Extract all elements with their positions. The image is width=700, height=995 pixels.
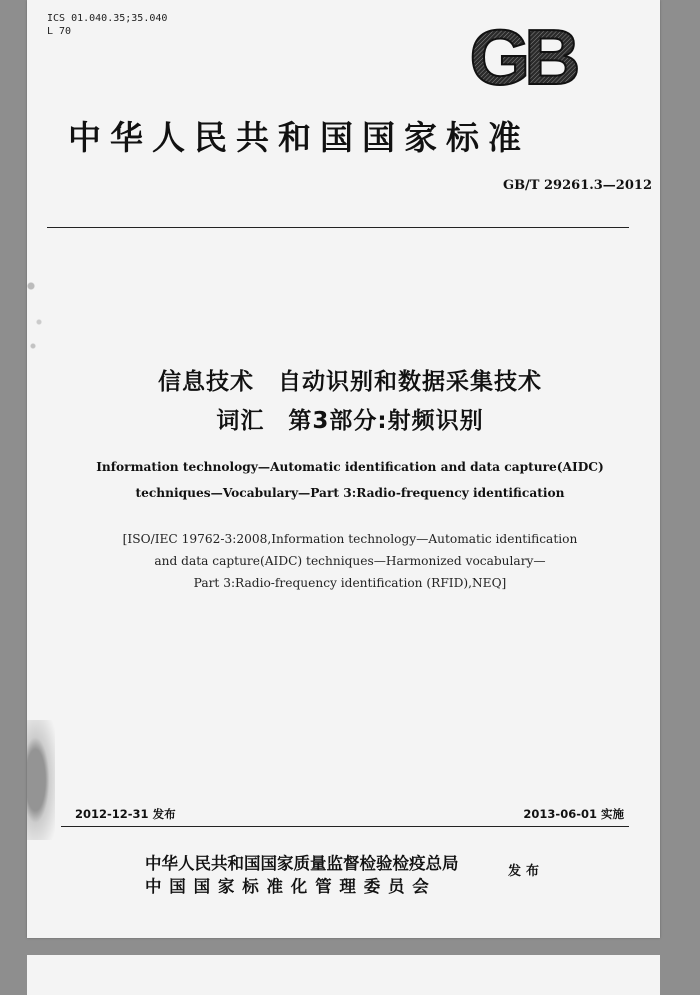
iso-reference-line3: Part 3:Radio-frequency identification (RFID),NEQ] (193, 576, 507, 590)
issue-date: 2012-12-31 发布 (75, 807, 176, 821)
ics-code: ICS 01.040.35;35.040 (47, 13, 168, 24)
english-title-line1: Information technology—Automatic identification and data capture(AIDC) (96, 460, 604, 474)
classification-codes (47, 12, 167, 38)
chinese-title-line2: 词汇 第3部分:射频识别 (216, 408, 484, 434)
ccs-code: L 70 (47, 26, 72, 37)
next-page-edge (27, 955, 660, 995)
gb-logo-text: GB (469, 20, 575, 92)
gb-logo (457, 20, 587, 92)
national-standard-title: 中华人民共和国国家标准 (68, 118, 530, 157)
iso-reference-line2: and data capture(AIDC) techniques—Harmonized vocabulary— (154, 554, 546, 568)
issuer-aqsiq: 中华人民共和国国家质量监督检验检疫总局 (145, 854, 459, 873)
implementation-date: 2013-06-01 实施 (523, 807, 624, 821)
english-title-line2: techniques—Vocabulary—Part 3:Radio-frequency identification (135, 486, 565, 500)
publish-label: 发布 (508, 864, 545, 879)
header-divider (47, 227, 629, 228)
chinese-title-line1: 信息技术 自动识别和数据采集技术 (158, 369, 542, 395)
standard-number: GB/T 29261.3—2012 (502, 178, 652, 193)
scan-artifact (27, 250, 47, 370)
footer-divider (61, 826, 629, 827)
issuer-sac: 中国国家标准化管理委员会 (145, 877, 437, 896)
iso-reference-line1: [ISO/IEC 19762-3:2008,Information technology—Automatic identification (122, 532, 578, 546)
scan-artifact (27, 720, 55, 840)
